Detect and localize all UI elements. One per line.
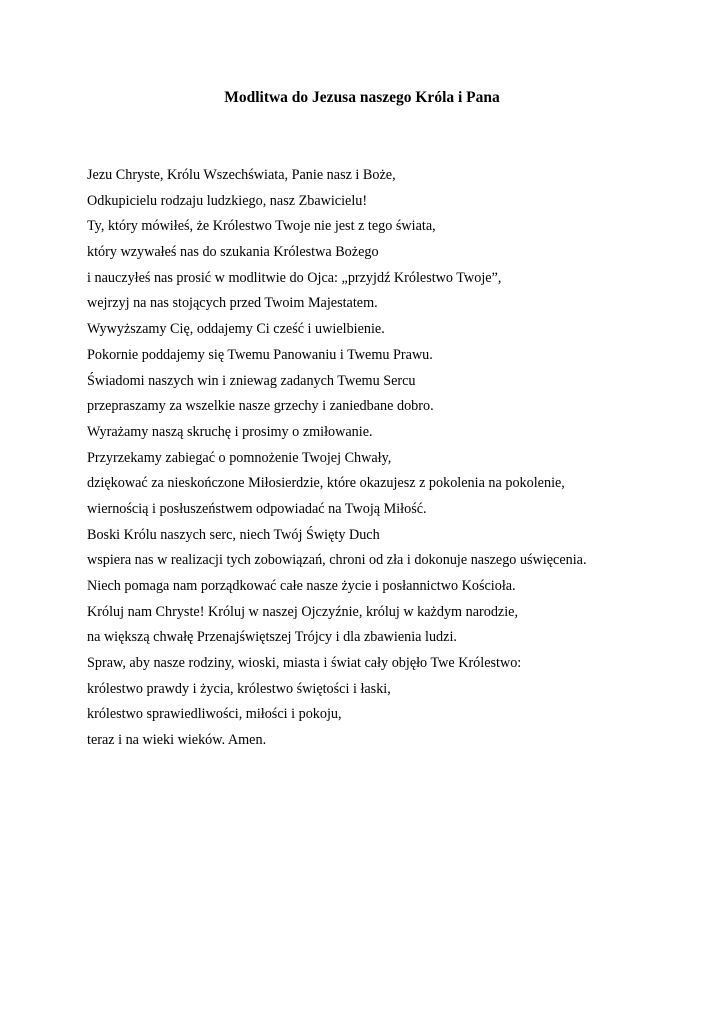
prayer-line: i nauczyłeś nas prosić w modlitwie do Ojca: „przyjdź Królestwo Twoje”, (87, 269, 502, 286)
prayer-line: Boski Królu naszych serc, niech Twój Święty Duch (87, 526, 380, 543)
prayer-line: przepraszamy za wszelkie nasze grzechy i zaniedbane dobro. (87, 398, 434, 415)
prayer-line: na większą chwałę Przenajświętszej Trójcy i dla zbawienia ludzi. (87, 629, 457, 646)
prayer-line: Jezu Chryste, Królu Wszechświata, Panie nasz i Boże, (87, 167, 396, 183)
prayer-line: królestwo sprawiedliwości, miłości i pokoju, (87, 706, 342, 723)
prayer-line: dziękować za nieskończone Miłosierdzie, które okazujesz z pokolenia na pokolenie, (87, 475, 565, 492)
prayer-line: Odkupicielu rodzaju ludzkiego, nasz Zbawicielu! (87, 192, 368, 209)
prayer-line: Pokornie poddajemy się Twemu Panowaniu i Twemu Prawu. (87, 346, 433, 363)
prayer-text (87, 163, 707, 754)
prayer-line: królestwo prawdy i życia, królestwo świętości i łaski, (87, 680, 391, 697)
prayer-line: Wyrażamy naszą skruchę i prosimy o zmiłowanie. (87, 423, 373, 440)
prayer-line: wspiera nas w realizacji tych zobowiązań, chroni od zła i dokonuje naszego uświęcenia. (87, 552, 587, 569)
prayer-line: wejrzyj na nas stojących przed Twoim Majestatem. (87, 295, 378, 312)
prayer-line: wiernością i posłuszeństwem odpowiadać na Twoją Miłość. (87, 500, 427, 517)
prayer-line: Wywyższamy Cię, oddajemy Ci cześć i uwielbienie. (87, 321, 385, 338)
prayer-line: Spraw, aby nasze rodziny, wioski, miasta i świat cały objęło Twe Królestwo: (87, 655, 522, 672)
prayer-line: który wzywałeś nas do szukania Królestwa Bożego (87, 244, 379, 261)
prayer-line: Przyrzekamy zabiegać o pomnożenie Twojej Chwały, (87, 449, 392, 466)
prayer-line: Króluj nam Chryste! Króluj w naszej Ojczyźnie, króluj w każdym narodzie, (87, 603, 519, 620)
prayer-line: Świadomi naszych win i zniewag zadanych Twemu Sercu (87, 372, 416, 389)
prayer-line: Niech pomaga nam porządkować całe nasze życie i posłannictwo Kościoła. (87, 578, 516, 594)
document-title: Modlitwa do Jezusa naszego Króla i Pana (224, 89, 500, 106)
prayer-line: Ty, który mówiłeś, że Królestwo Twoje nie jest z tego świata, (87, 218, 436, 235)
prayer-line: teraz i na wieki wieków. Amen. (87, 732, 267, 749)
